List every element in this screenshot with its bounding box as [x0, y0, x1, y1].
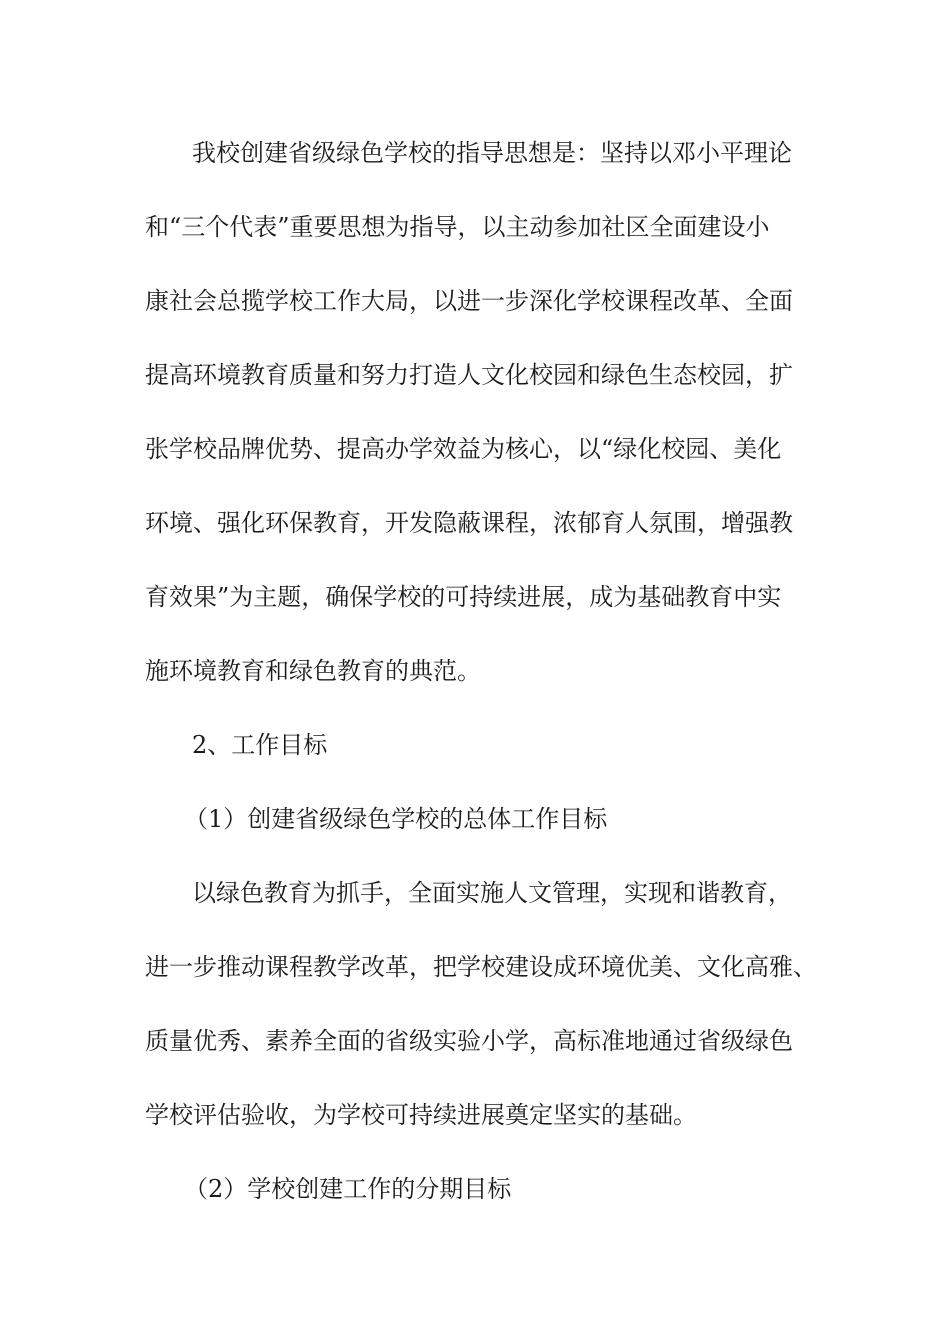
paragraph-1-line-2: 和“三个代表”重要思想为指导，以主动参加社区全面建设小: [145, 213, 770, 241]
section-heading-work-goals: 2、工作目标: [192, 731, 328, 759]
paragraph-1-line-3: 康社会总揽学校工作大局，以进一步深化学校课程改革、全面: [145, 287, 793, 315]
paragraph-2-line-3: 质量优秀、素养全面的省级实验小学，高标准地通过省级绿色: [145, 1027, 793, 1055]
paragraph-1-line-6: 环境、强化环保教育，开发隐蔽课程，浓郁育人氛围，增强教: [145, 509, 793, 537]
paragraph-1-line-5: 张学校品牌优势、提高办学效益为核心，以“绿化校园、美化: [145, 435, 782, 463]
paragraph-2-line-2: 进一步推动课程教学改革，把学校建设成环境优美、文化高雅、: [145, 953, 817, 981]
subheading-overall-goal: （1）创建省级绿色学校的总体工作目标: [184, 805, 608, 833]
paragraph-1-line-8: 施环境教育和绿色教育的典范。: [145, 657, 481, 685]
paragraph-1-line-4: 提高环境教育质量和努力打造人文化校园和绿色生态校园，扩: [145, 361, 793, 389]
paragraph-2-line-4: 学校评估验收，为学校可持续进展奠定坚实的基础。: [145, 1101, 697, 1129]
paragraph-1-line-1: 我校创建省级绿色学校的指导思想是：坚持以邓小平理论: [192, 139, 792, 167]
paragraph-1-line-7: 育效果”为主题，确保学校的可持续进展，成为基础教育中实: [145, 583, 782, 611]
paragraph-2-line-1: 以绿色教育为抓手，全面实施人文管理，实现和谐教育，: [192, 879, 792, 907]
subheading-phased-goals: （2）学校创建工作的分期目标: [184, 1175, 512, 1203]
